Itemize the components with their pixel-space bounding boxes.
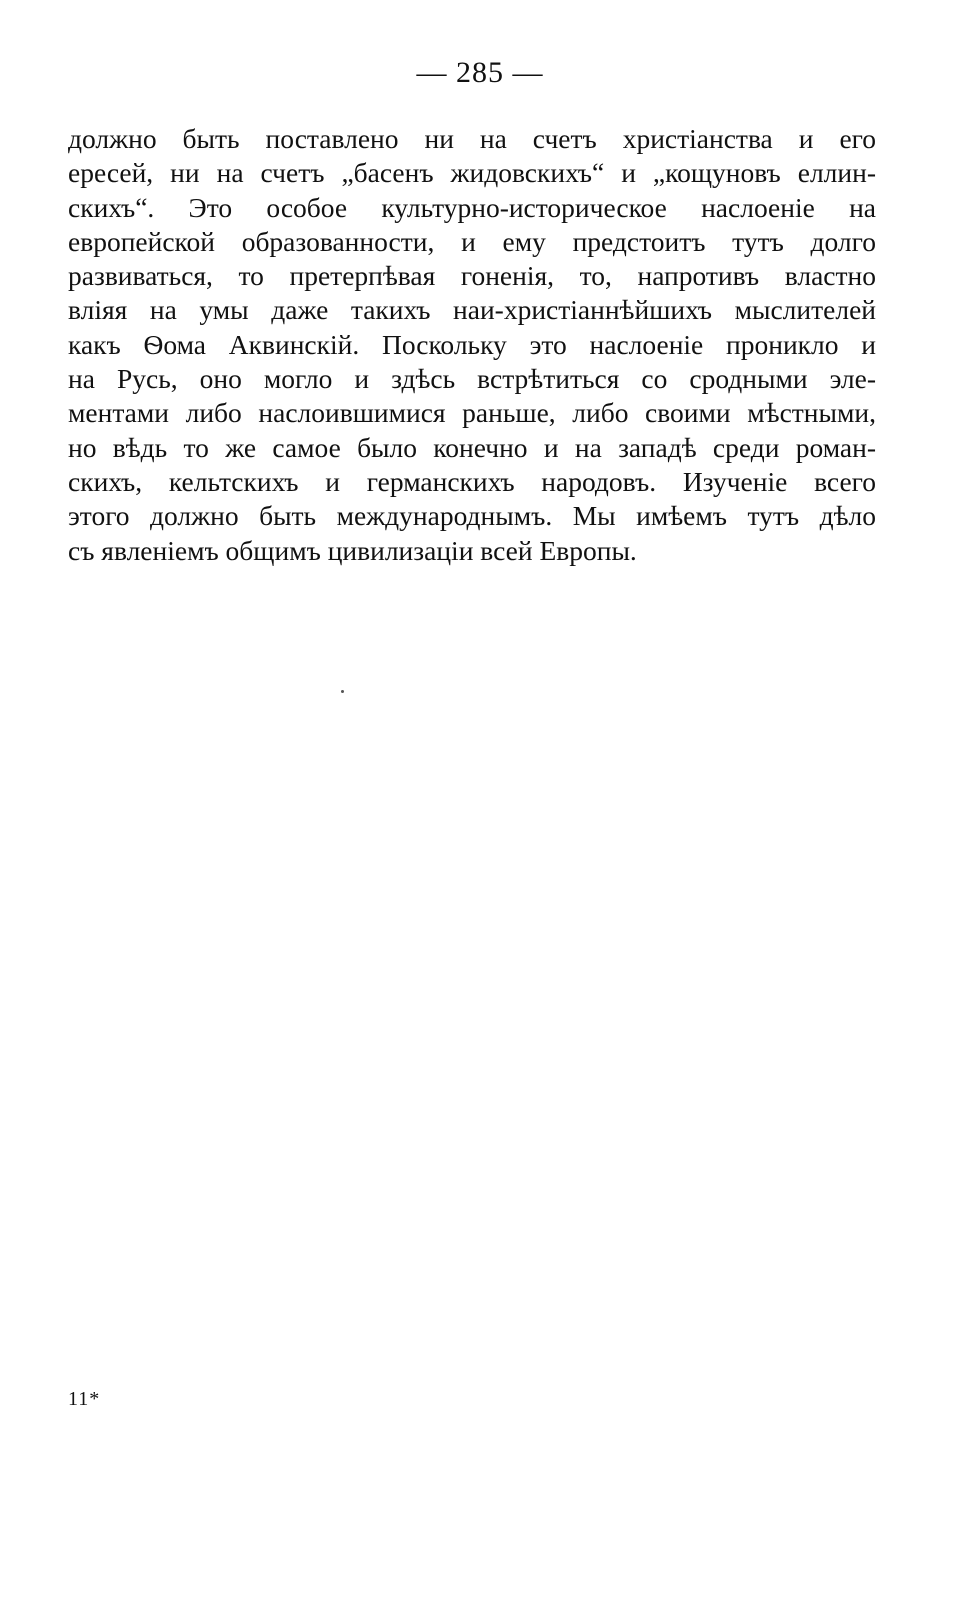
text-line: съ явленiемъ общимъ цивилизацiи всей Европы. bbox=[68, 534, 637, 566]
text-line: но вѣдь то же самое было конечно и на западѣ среди роман- bbox=[68, 431, 876, 463]
text-line: скихъ, кельтскихъ и германскихъ народовъ. Изученiе всего bbox=[68, 465, 876, 497]
text-line: ментами либо наслоившимися раньше, либо своими мѣстными, bbox=[68, 397, 876, 429]
text-line: влiяя на умы даже такихъ наи-христiаннѣйшихъ мыслителей bbox=[68, 294, 876, 326]
stray-dot bbox=[341, 690, 344, 693]
text-line: скихъ“. Это особое культурно-историческое наслоенiе на bbox=[68, 191, 876, 223]
text-line: развиваться, то претерпѣвая гоненiя, то, напротивъ властно bbox=[68, 260, 876, 292]
body-text bbox=[68, 122, 876, 568]
page-number: — 285 — bbox=[416, 56, 544, 89]
text-line: какъ Ѳома Аквинскiй. Поскольку это наслоенiе проникло и bbox=[68, 328, 876, 360]
text-line: европейской образованности, и ему предстоитъ тутъ долго bbox=[68, 225, 876, 257]
text-line: этого должно быть международнымъ. Мы имѣемъ тутъ дѣло bbox=[68, 500, 876, 532]
text-line: должно быть поставлено ни на счетъ христiанства и его bbox=[68, 123, 876, 154]
text-line: ересей, ни на счетъ „басенъ жидовскихъ“ и „кощуновъ еллин- bbox=[68, 157, 876, 189]
signature-mark: 11* bbox=[68, 1388, 101, 1410]
text-line: на Русь, оно могло и здѣсь встрѣтиться со сродными эле- bbox=[68, 363, 876, 395]
